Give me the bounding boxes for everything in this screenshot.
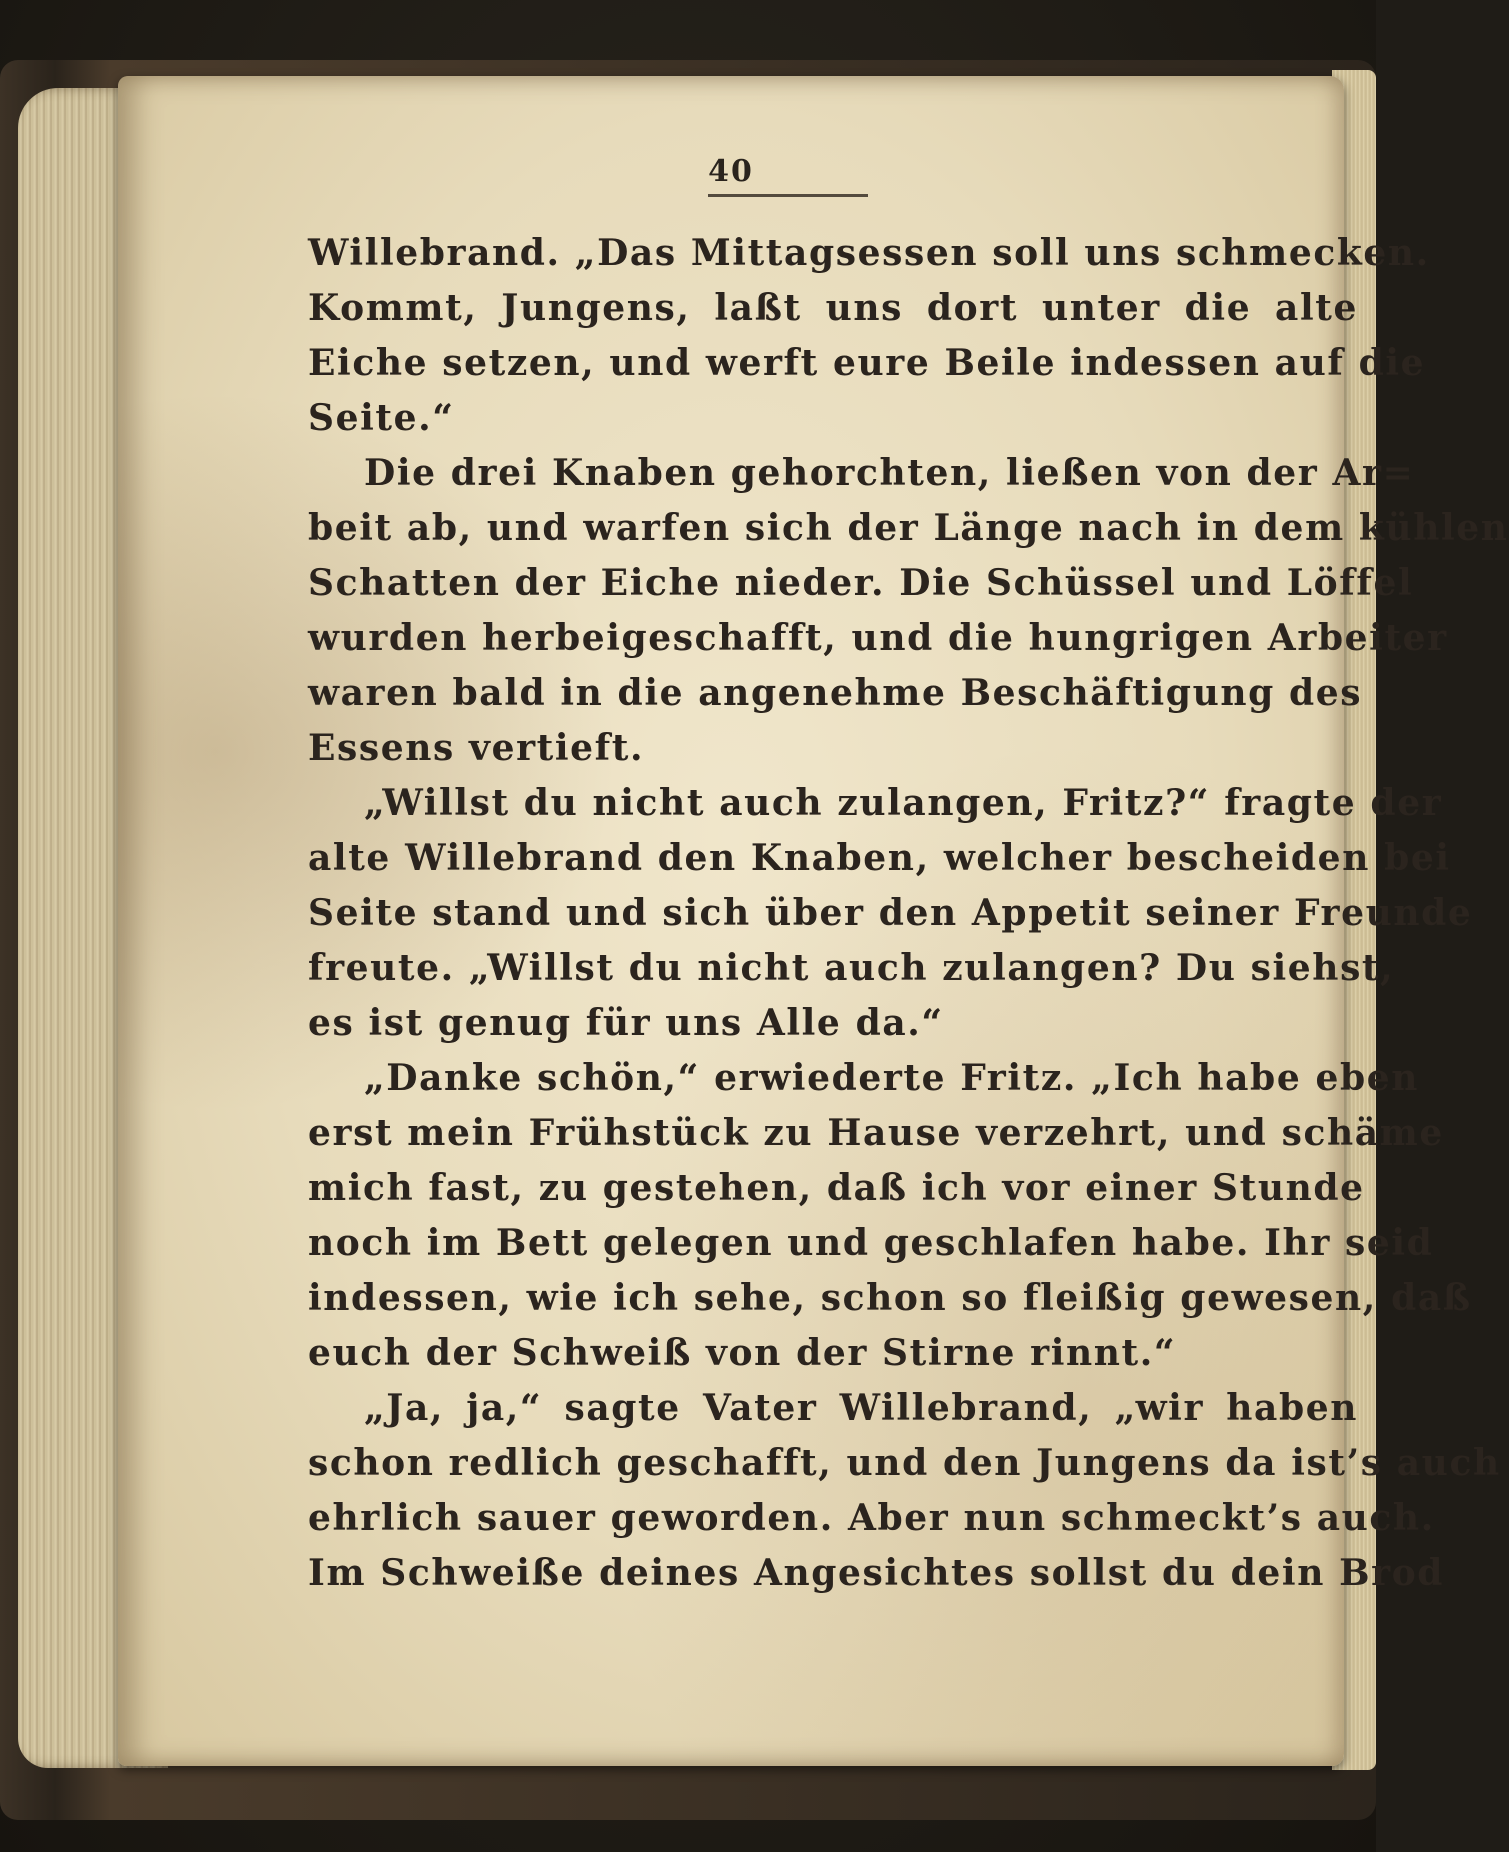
text-line: noch im Bett gelegen und geschlafen habe. Ihr seid bbox=[308, 1222, 1434, 1264]
text-line: mich fast, zu gestehen, daß ich vor einer Stunde bbox=[308, 1167, 1365, 1209]
text-line: Kommt, Jungens, laßt uns dort unter die alte bbox=[308, 287, 1358, 329]
text-line: waren bald in die angenehme Beschäftigung des bbox=[308, 672, 1363, 714]
text-line: euch der Schweiß von der Stirne rinnt.“ bbox=[308, 1332, 1177, 1374]
text-line: freute. „Willst du nicht auch zulangen? Du siehst, bbox=[308, 947, 1395, 989]
paragraph-2 bbox=[308, 446, 1509, 776]
paragraph-1 bbox=[308, 226, 1430, 446]
text-line: Seite.“ bbox=[308, 397, 455, 439]
text-line: Schatten der Eiche nieder. Die Schüssel und Löffel bbox=[308, 562, 1414, 604]
text-line: Seite stand und sich über den Appetit seiner Freunde bbox=[308, 892, 1473, 934]
text-line: alte Willebrand den Knaben, welcher bescheiden bei bbox=[308, 837, 1451, 879]
text-line: „Willst du nicht auch zulangen, Fritz?“ fragte der bbox=[364, 782, 1443, 824]
paragraph-5 bbox=[308, 1381, 1501, 1601]
text-line: Willebrand. „Das Mittagsessen soll uns schmecken. bbox=[308, 232, 1430, 274]
page-number-rule bbox=[708, 194, 868, 197]
text-line: erst mein Frühstück zu Hause verzehrt, und schäme bbox=[308, 1112, 1444, 1154]
text-line: indessen, wie ich sehe, schon so fleißig gewesen, daß bbox=[308, 1277, 1472, 1319]
page-number: 40 bbox=[708, 154, 754, 189]
paragraph-4 bbox=[308, 1051, 1472, 1381]
text-line: ehrlich sauer geworden. Aber nun schmeckt’s auch. bbox=[308, 1497, 1435, 1539]
text-line: Essens vertieft. bbox=[308, 727, 645, 769]
text-line: „Ja, ja,“ sagte Vater Willebrand, „wir haben bbox=[364, 1387, 1358, 1429]
text-line: es ist genug für uns Alle da.“ bbox=[308, 1002, 944, 1044]
text-line: Die drei Knaben gehorchten, ließen von der Ar= bbox=[364, 452, 1415, 494]
text-line: wurden herbeigeschafft, und die hungrigen Arbeiter bbox=[308, 617, 1448, 659]
text-line: Im Schweiße deines Angesichtes sollst du dein Brod bbox=[308, 1552, 1445, 1594]
text-line: schon redlich geschafft, und den Jungens da ist’s auch bbox=[308, 1442, 1501, 1484]
text-line: Eiche setzen, und werft eure Beile indessen auf die bbox=[308, 342, 1426, 384]
paragraph-3 bbox=[308, 776, 1473, 1051]
text-line: beit ab, und warfen sich der Länge nach in dem kühlen bbox=[308, 507, 1509, 549]
book-page bbox=[118, 76, 1509, 1766]
page-text bbox=[308, 226, 1509, 1601]
text-line: „Danke schön,“ erwiederte Fritz. „Ich habe eben bbox=[364, 1057, 1420, 1099]
